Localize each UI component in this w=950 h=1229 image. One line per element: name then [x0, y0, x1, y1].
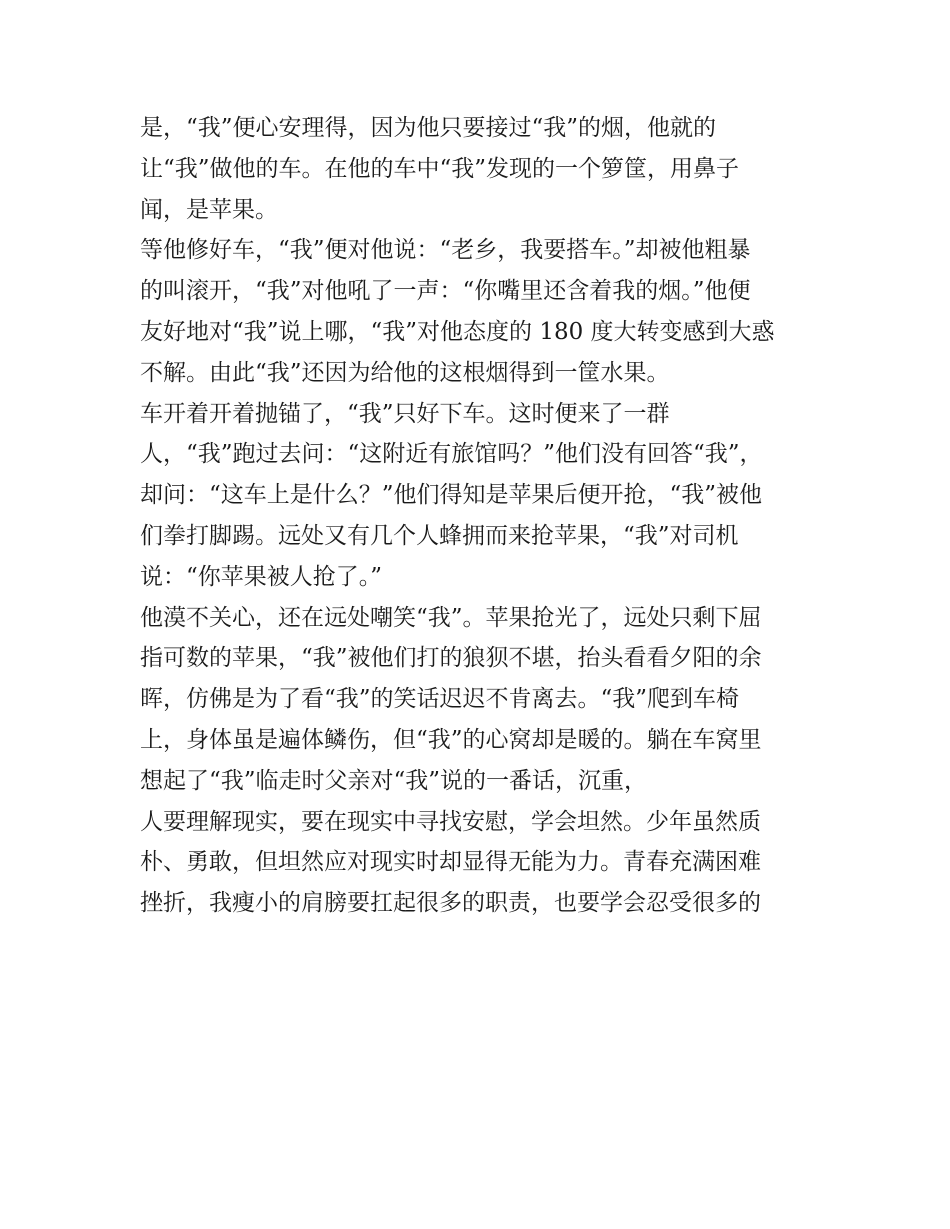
text-line: 挫折，我瘦小的肩膀要扛起很多的职责，也要学会忍受很多的 [140, 890, 761, 917]
text-line: 却问：“这车上是什么？”他们得知是苹果后便开抢，“我”被他 [140, 482, 763, 509]
text-line: 闻，是苹果。 [140, 196, 278, 223]
text-line: 车开着开着抛锚了，“我”只好下车。这时便来了一群 [140, 400, 670, 427]
text-line: 友好地对“我”说上哪，“我”对他态度的 180 度大转变感到大惑 [140, 318, 775, 345]
text-line: 人要理解现实，要在现实中寻找安慰，学会坦然。少年虽然质 [140, 808, 761, 835]
text-line: 是，“我”便心安理得，因为他只要接过“我”的烟，他就的 [140, 115, 717, 141]
text-line: 等他修好车，“我”便对他说：“老乡，我要搭车。”却被他粗暴 [140, 237, 751, 264]
text-line: 指可数的苹果，“我”被他们打的狼狈不堪，抬头看看夕阳的余 [140, 645, 762, 672]
body-text [140, 108, 830, 924]
text-line: 的叫滚开，“我”对他吼了一声：“你嘴里还含着我的烟。”他便 [140, 278, 751, 305]
text-line: 晖，仿佛是为了看“我”的笑话迟迟不肯离去。“我”爬到车椅 [140, 686, 740, 713]
text-line: 朴、勇敢，但坦然应对现实时却显得无能为力。青春充满困难 [140, 849, 761, 876]
text-line: 他漠不关心，还在远处嘲笑“我”。苹果抢光了，远处只剩下屈 [140, 604, 762, 631]
text-line: 人，“我”跑过去问：“这附近有旅馆吗？”他们没有回答“我”， [140, 441, 763, 468]
text-line: 上，身体虽是遍体鳞伤，但“我”的心窝却是暖的。躺在车窝里 [140, 726, 762, 753]
text-line: 们拳打脚踢。远处又有几个人蜂拥而来抢苹果，“我”对司机 [140, 522, 739, 549]
text-line: 说：“你苹果被人抢了。” [140, 563, 383, 590]
text-line: 让“我”做他的车。在他的车中“我”发现的一个箩筐，用鼻子 [140, 155, 740, 182]
text-line: 想起了“我”临走时父亲对“我”说的一番话，沉重， [140, 767, 648, 794]
text-line: 不解。由此“我”还因为给他的这根烟得到一筐水果。 [140, 359, 670, 386]
